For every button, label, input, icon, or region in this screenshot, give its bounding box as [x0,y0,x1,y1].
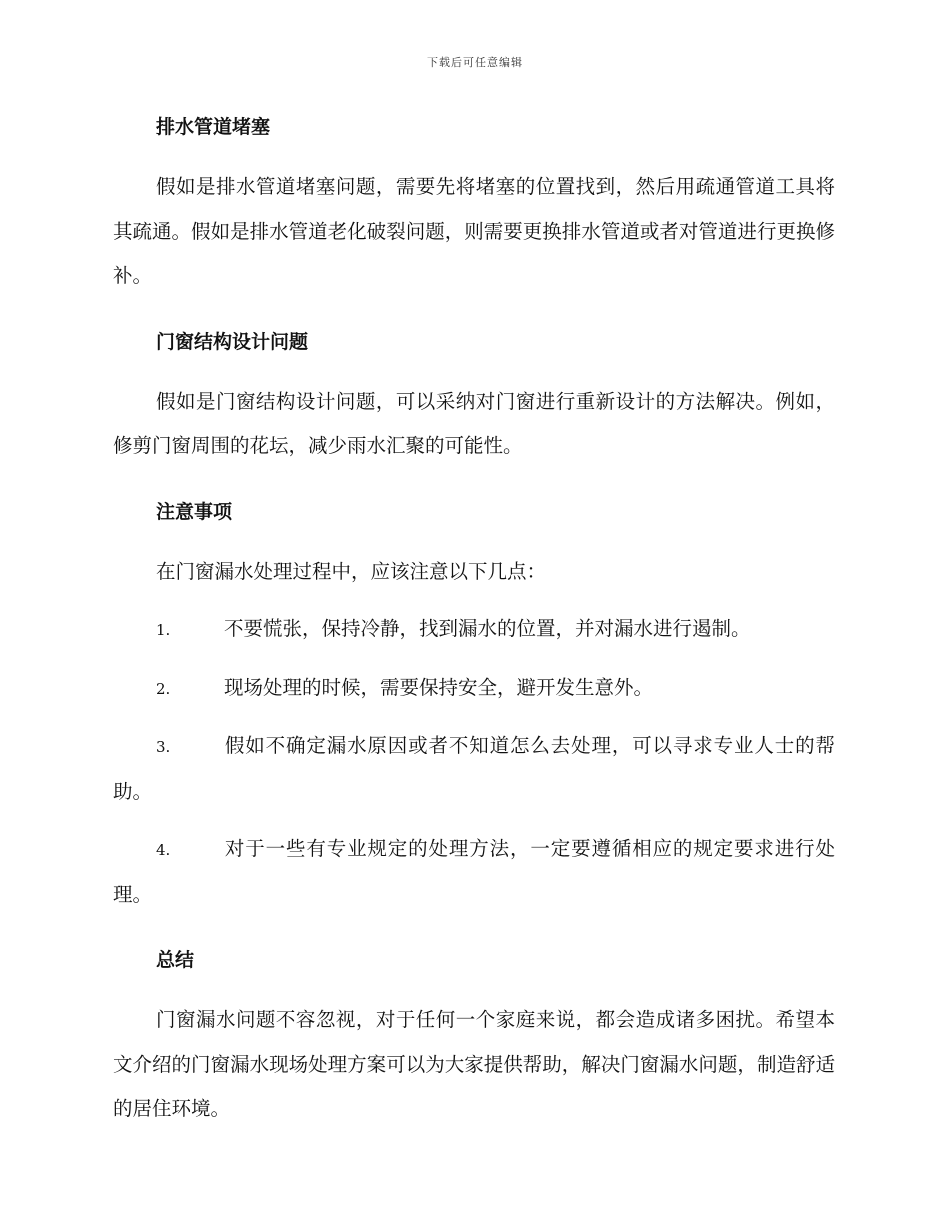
section-heading-summary: 总结 [156,949,195,971]
list-item-text: 现场处理的时候，需要保持安全，避开发生意外。 [224,675,654,699]
section-heading-window-design: 门窗结构设计问题 [156,330,309,353]
list-item [113,827,835,917]
document-body [113,112,835,1132]
list-item-text: 不要慌张，保持冷静，找到漏水的位置，并对漏水进行遏制。 [224,617,751,640]
header-note: 下载后可任意编辑 [427,56,523,69]
section-paragraph-drain-blockage: 假如是排水管道堵塞问题，需要先将堵塞的位置找到，然后用疏通管道工具将其疏通。假如是排水管道老化破裂问题，则需要更换排水管道或者对管道进行更换修补。 [113,175,835,287]
list-item [113,666,835,712]
list-item-number: 4. [156,841,171,859]
list-item-text: 假如不确定漏水原因或者不知道怎么去处理，可以寻求专业人士的帮助。 [113,734,835,803]
list-item-number: 1. [156,621,171,639]
section-heading-precautions: 注意事项 [156,500,233,523]
section-paragraph-summary: 门窗漏水问题不容忽视，对于任何一个家庭来说，都会造成诸多困扰。希望本文介绍的门窗漏水现场处理方案可以为大家提供帮助，解决门窗漏水问题，制造舒适的居住环境。 [113,1008,835,1120]
list-item [113,724,835,814]
precautions-list [113,607,835,917]
list-item-number: 2. [156,679,171,698]
section-paragraph-precautions: 在门窗漏水处理过程中，应该注意以下几点： [156,559,547,583]
section-paragraph-window-design: 假如是门窗结构设计问题，可以采纳对门窗进行重新设计的方法解决。例如，修剪门窗周围的花坛，减少雨水汇聚的可能性。 [113,389,835,457]
list-item-text: 对于一些有专业规定的处理方法，一定要遵循相应的规定要求进行处理。 [113,837,835,906]
section-heading-drain-blockage: 排水管道堵塞 [156,116,271,138]
list-item-number: 3. [156,738,171,756]
list-item [113,607,835,653]
